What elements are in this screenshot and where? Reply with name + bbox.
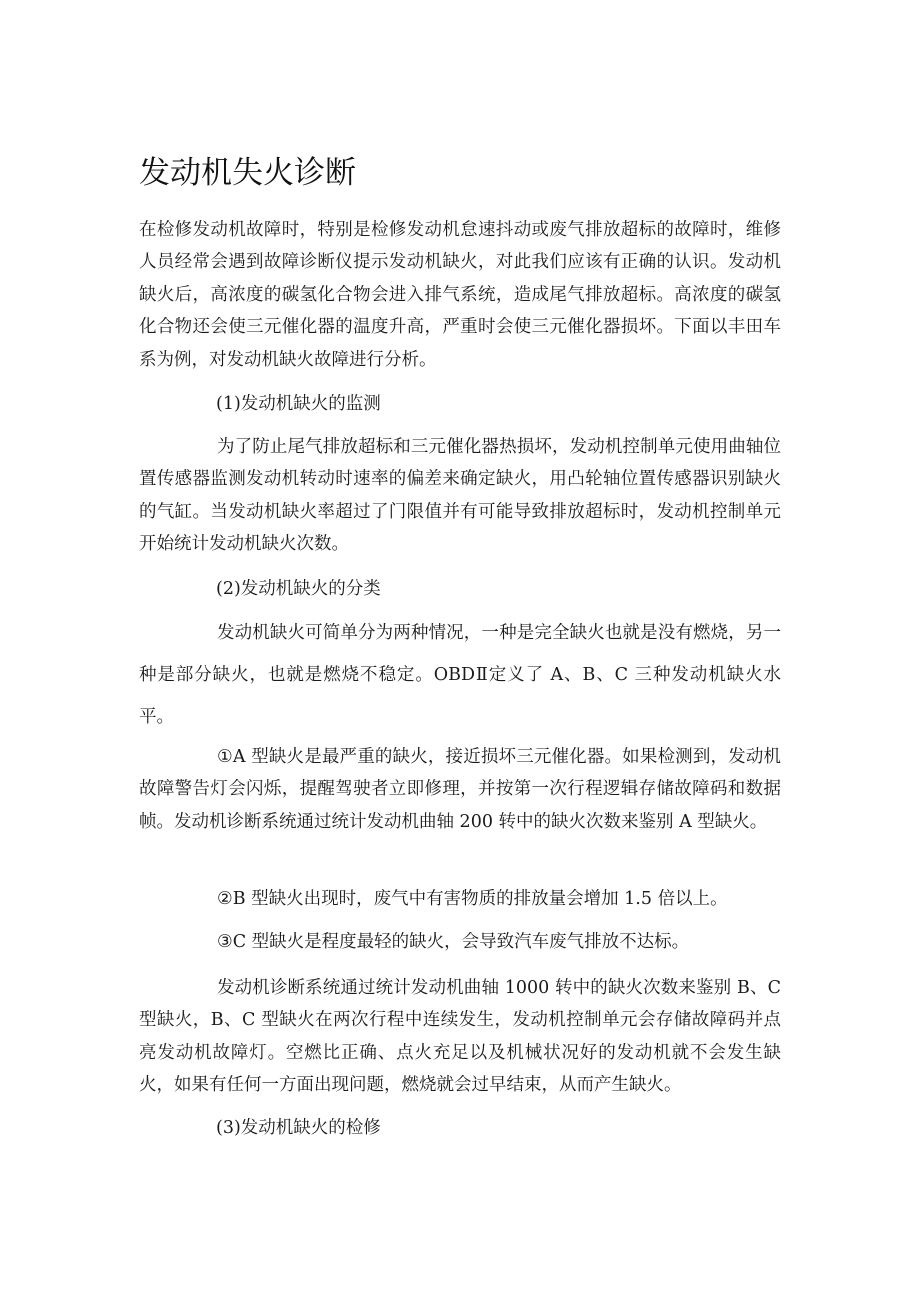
paragraph-type-bc: 发动机诊断系统通过统计发动机曲轴 1000 转中的缺火次数来鉴别 B、C 型缺火，B、C 型缺火在两次行程中连续发生，发动机控制单元会存储故障码并点亮发动机故障灯。空燃比正确、点火充足以及机械状况好的发动机就不会发生缺火，如果有任何一方面出现问题，燃烧就会过早结束，从而产生缺火。: [139, 978, 781, 1096]
page-title: 发动机失火诊断: [139, 155, 356, 191]
section-heading-repair: (3)发动机缺火的检修: [216, 1118, 381, 1138]
paragraph-intro: 在检修发动机故障时，特别是检修发动机怠速抖动或废气排放超标的故障时，维修人员经常会遇到故障诊断仪提示发动机缺火，对此我们应该有正确的认识。发动机缺火后，高浓度的碳氢化合物会进入排气系统，造成尾气排放超标。高浓度的碳氢化合物还会使三元催化器的温度升高，严重时会使三元催化器损坏。下面以丰田车系为例，对发动机缺火故障进行分析。: [139, 220, 781, 370]
paragraph-type-b: ②B 型缺火出现时，废气中有害物质的排放量会增加 1.5 倍以上。: [217, 889, 728, 909]
paragraph-type-c: ③C 型缺火是程度最轻的缺火，会导致汽车废气排放不达标。: [217, 932, 690, 952]
paragraph-monitoring: 为了防止尾气排放超标和三元催化器热损坏，发动机控制单元使用曲轴位置传感器监测发动机转动时速率的偏差来确定缺火，用凸轮轴位置传感器识别缺火的气缸。当发动机缺火率超过了门限值并有可能导致排放超标时，发动机控制单元开始统计发动机缺火次数。: [139, 437, 781, 555]
section-heading-classification: (2)发动机缺火的分类: [216, 579, 381, 599]
paragraph-type-a: ①A 型缺火是最严重的缺火，接近损坏三元催化器。如果检测到，发动机故障警告灯会闪烁，提醒驾驶者立即修理，并按第一次行程逻辑存储故障码和数据帧。发动机诊断系统通过统计发动机曲轴 200 转中的缺火次数来鉴别 A 型缺火。: [139, 747, 781, 832]
section-heading-monitoring: (1)发动机缺火的监测: [216, 394, 381, 414]
paragraph-classification: 发动机缺火可简单分为两种情况，一种是完全缺火也就是没有燃烧，另一种是部分缺火，也就是燃烧不稳定。OBDⅡ定义了 A、B、C 三种发动机缺火水平。: [139, 623, 781, 727]
